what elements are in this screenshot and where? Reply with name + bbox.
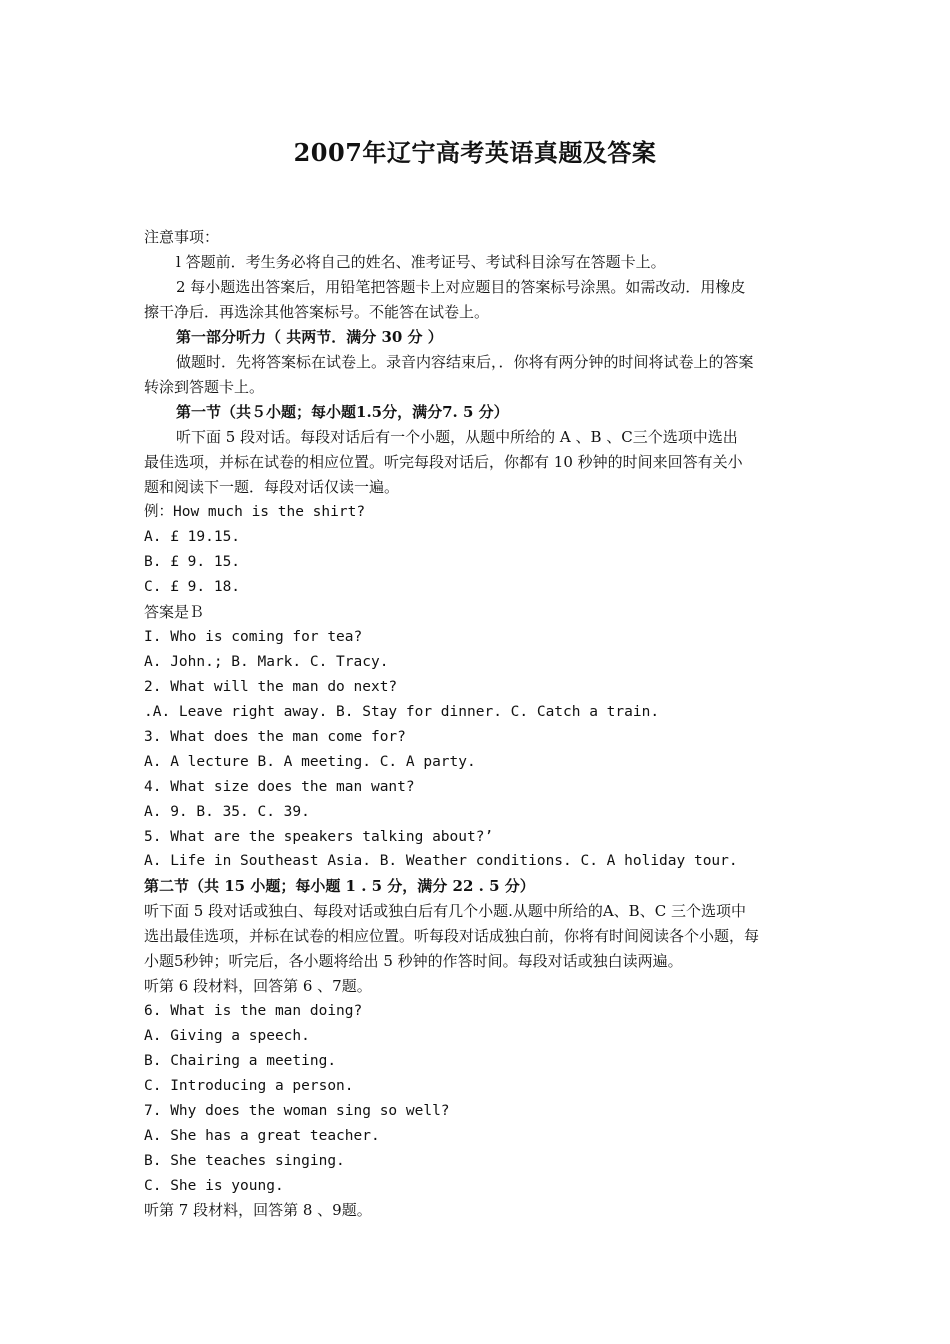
section-two-heading: 第二节（共 15 小题；每小题 1 . 5 分，满分 22 . 5 分） (144, 877, 535, 895)
question-2: 2. What will the man do next? (144, 679, 398, 695)
question-2-options: .A. Leave right away. B. Stay for dinner. C. Catch a train. (144, 704, 660, 720)
question-6-option-c: C. Introducing a person. (144, 1078, 354, 1094)
question-7-option-b: B. She teaches singing. (144, 1153, 345, 1169)
document-title: 2007年辽宁高考英语真题及答案 (293, 138, 657, 167)
section-one-instruction-cont: 最佳选项，并标在试卷的相应位置。听完每段对话后，你都有 10 秒钟的时间来回答有关小 (144, 453, 743, 471)
question-3-options: A. A lecture B. A meeting. C. A party. (144, 754, 476, 770)
part-one-instruction-cont: 转涂到答题卡上。 (144, 378, 265, 396)
question-7-option-c: C. She is young. (144, 1178, 284, 1194)
section-one-heading: 第一节（共５小题；每小题1.5分，满分7. 5 分） (176, 403, 509, 421)
material-7-heading: 听第 7 段材料，回答第 8 、9题。 (144, 1201, 372, 1219)
example-option-b: B. £ 9. 15. (144, 554, 241, 570)
example-answer: 答案是Ｂ (144, 603, 205, 621)
question-7: 7. Why does the woman sing so well? (144, 1103, 450, 1119)
section-two-instruction: 听下面 5 段对话或独白、每段对话或独白后有几个小题.从题中所给的A、B、C 三个选项中 (144, 902, 746, 920)
question-1-options: A. John.; B. Mark. C. Tracy. (144, 654, 389, 670)
question-6-option-a: A. Giving a speech. (144, 1028, 310, 1044)
question-4-options: A. 9. B. 35. C. 39. (144, 804, 310, 820)
question-5-options: A. Life in Southeast Asia. B. Weather conditions. C. A holiday tour. (144, 853, 738, 869)
example-option-c: C. £ 9. 18. (144, 579, 241, 595)
question-1: I. Who is coming for tea? (144, 629, 363, 645)
question-4: 4. What size does the man want? (144, 779, 415, 795)
part-one-instruction: 做题时．先将答案标在试卷上。录音内容结束后，．你将有两分钟的时间将试卷上的答案 (176, 353, 754, 371)
section-two-instruction-end: 小题5秒钟；听完后，各小题将给出 5 秒钟的作答时间。每段对话或独白读两遍。 (144, 952, 683, 970)
notice-item-1: l 答题前．考生务必将自己的姓名、准考证号、考试科目涂写在答题卡上。 (176, 253, 666, 271)
example-option-a: A. £ 19.15. (144, 529, 241, 545)
section-one-instruction-end: 题和阅读下一题．每段对话仅读一遍。 (144, 478, 400, 496)
question-7-option-a: A. She has a great teacher. (144, 1128, 380, 1144)
question-5: 5. What are the speakers talking about?’ (144, 829, 494, 845)
example-question: 例：How much is the shirt? (144, 504, 366, 520)
question-3: 3. What does the man come for? (144, 729, 406, 745)
material-6-heading: 听第 6 段材料，回答第 6 、7题。 (144, 977, 372, 995)
notice-item-2-cont: 擦干净后．再选涂其他答案标号。不能答在试卷上。 (144, 303, 490, 321)
notice-item-2: 2 每小题选出答案后，用铅笔把答题卡上对应题目的答案标号涂黑。如需改动．用橡皮 (176, 278, 746, 296)
part-one-heading: 第一部分听力（ 共两节．满分 30 分 ） (176, 328, 443, 346)
question-6: 6. What is the man doing? (144, 1003, 363, 1019)
question-6-option-b: B. Chairing a meeting. (144, 1053, 337, 1069)
section-two-instruction-cont: 选出最佳选项，并标在试卷的相应位置。听每段对话成独白前，你将有时间阅读各个小题，每 (144, 927, 760, 945)
notice-heading: 注意事项： (144, 228, 220, 246)
section-one-instruction: 听下面 5 段对话。每段对话后有一个小题，从题中所给的 A 、B 、C三个选项中选出 (176, 428, 738, 446)
